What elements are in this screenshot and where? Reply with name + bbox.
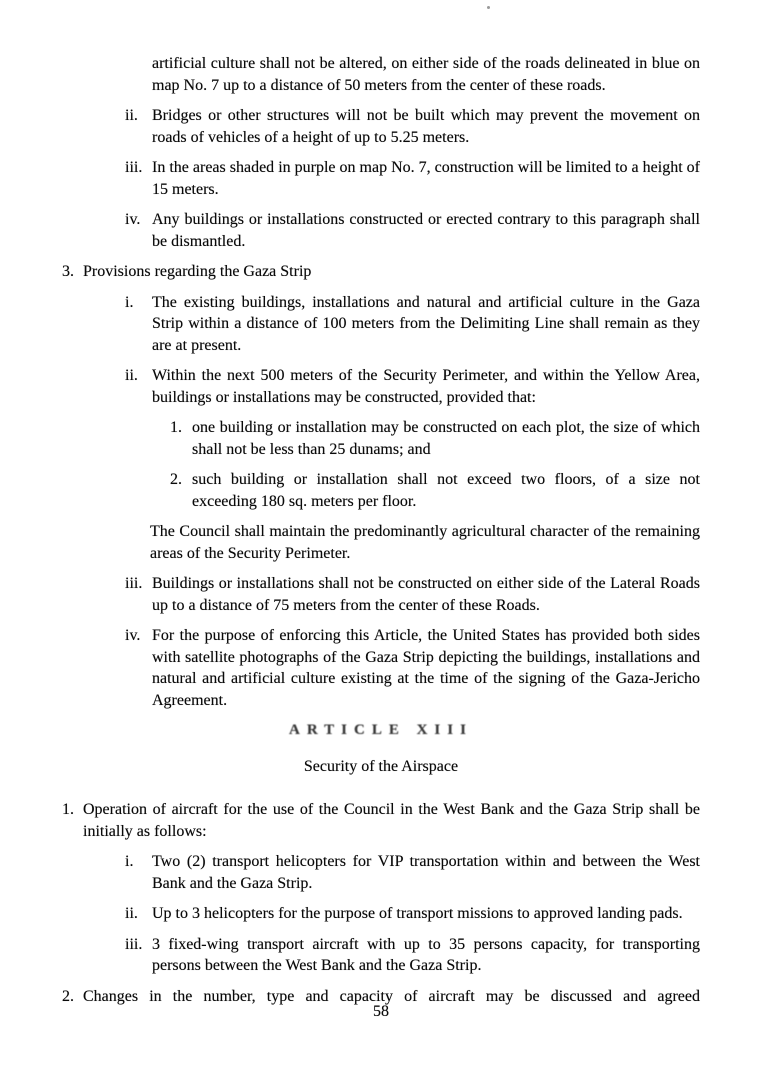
list-item-text: Buildings or installations shall not be constructed on either side of the Lateral Roads up to a distance of 75 meters from the center of these Roads.	[152, 575, 700, 614]
list-marker: i.	[125, 853, 134, 870]
list-item-proviso-2	[0, 469, 700, 512]
list-marker: iii.	[125, 575, 143, 592]
article-heading: ARTICLE XIII	[289, 722, 473, 738]
list-item-text: Within the next 500 meters of the Security Perimeter, and within the Yellow Area, buildings or installations may be constructed, provided that:	[152, 367, 700, 406]
list-item-text: Provisions regarding the Gaza Strip	[83, 263, 312, 280]
article-subheading: Security of the Airspace	[303, 757, 459, 775]
list-marker: ii.	[125, 107, 138, 124]
list-item-gaza-ii	[0, 365, 700, 408]
list-item-gaza-i	[0, 292, 700, 357]
list-item-text: one building or installation may be constructed on each plot, the size of which shall not be less than 25 dunams; and	[192, 419, 700, 458]
scan-artifact-dot	[487, 6, 490, 9]
list-item-roads-iii	[0, 157, 700, 200]
list-item-text: Two (2) transport helicopters for VIP transportation within and between the West Bank and the Gaza Strip.	[152, 853, 700, 892]
list-item-1-aircraft-operation	[0, 799, 700, 842]
list-item-aircraft-i	[0, 851, 700, 894]
list-item-aircraft-iii	[0, 934, 700, 977]
list-item-text: In the areas shaded in purple on map No. 7, construction will be limited to a height of 15 meters.	[152, 159, 700, 198]
list-item-aircraft-ii	[0, 903, 700, 925]
list-marker: 2.	[62, 987, 74, 1005]
page-number: 58	[373, 1003, 389, 1020]
list-marker: 1.	[170, 419, 182, 436]
list-marker: 3.	[62, 263, 74, 280]
list-marker: 1.	[62, 801, 74, 818]
list-item-gaza-iii	[0, 573, 700, 616]
list-item-roads-iv	[0, 209, 700, 252]
paragraph-council: The Council shall maintain the predominantly agricultural character of the remaining areas of the Security Perimeter.	[150, 523, 700, 562]
page-content	[0, 53, 700, 1016]
list-marker: iv.	[125, 211, 141, 228]
list-marker: ii.	[125, 367, 138, 384]
list-marker: i.	[125, 293, 134, 311]
list-item-text: The existing buildings, installations and natural and artificial culture in the Gaza Strip within a distance of 100 meters from the Delimiting Line shall remain as they are at present.	[152, 293, 700, 354]
list-item-text: such building or installation shall not exceed two floors, of a size not exceeding 180 sq. meters per floor.	[192, 471, 700, 510]
list-marker: iii.	[125, 935, 143, 953]
list-item-roads-ii	[0, 105, 700, 148]
list-item-text: For the purpose of enforcing this Article, the United States has provided both sides with satellite photographs of the Gaza Strip depicting the buildings, installations and natural and artificial culture existing at the time of the signing of the Gaza-Jericho Agreement.	[152, 627, 700, 709]
paragraph-continuation: artificial culture shall not be altered, on either side of the roads delineated in blue on map No. 7 up to a distance of 50 meters from the center of these roads.	[152, 55, 700, 94]
list-item-text: Up to 3 helicopters for the purpose of transport missions to approved landing pads.	[152, 905, 683, 922]
list-item-text: Bridges or other structures will not be built which may prevent the movement on roads of vehicles of a height of up to 5.25 meters.	[152, 107, 700, 146]
list-item-text: Changes in the number, type and capacity of aircraft may be discussed and agreed	[83, 987, 700, 1005]
list-item-3-gaza-provisions	[0, 261, 700, 283]
list-marker: ii.	[125, 905, 138, 922]
list-item-gaza-iv	[0, 625, 700, 711]
list-item-proviso-1	[0, 417, 700, 460]
list-item-text: Operation of aircraft for the use of the Council in the West Bank and the Gaza Strip shall be initially as follows:	[83, 801, 700, 840]
list-item-text: 3 fixed-wing transport aircraft with up to 35 persons capacity, for transporting persons between the West Bank and the Gaza Strip.	[152, 935, 700, 974]
list-marker: 2.	[170, 471, 182, 488]
list-item-text: Any buildings or installations constructed or erected contrary to this paragraph shall be dismantled.	[152, 211, 700, 250]
list-marker: iii.	[125, 159, 143, 176]
list-marker: iv.	[125, 627, 141, 644]
